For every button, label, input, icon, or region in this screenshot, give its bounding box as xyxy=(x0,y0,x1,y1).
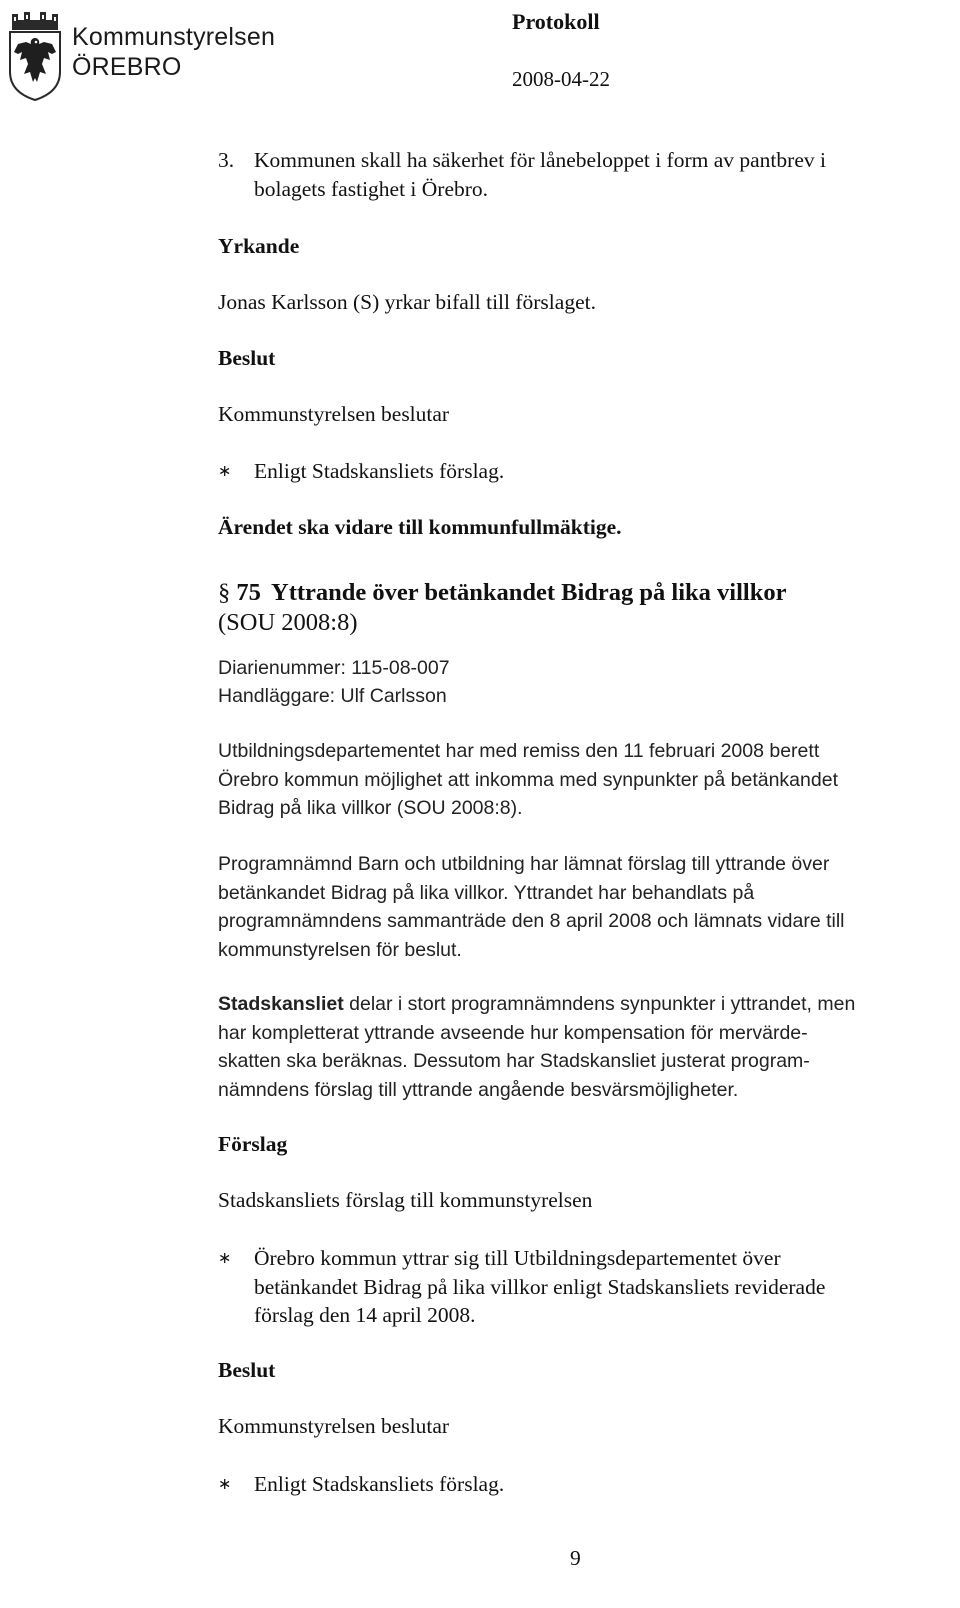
paragraph-line: har kompletterat yttrande avseende hur kompensation för mervärde- xyxy=(218,1021,808,1044)
page-number: 9 xyxy=(570,1546,581,1570)
paragraph-line: nämndens förslag till yttrande angående besvärsmöjligheter. xyxy=(218,1078,739,1101)
paragraph-line: kommunstyrelsen för beslut. xyxy=(218,938,462,961)
bullet-asterisk: ∗ xyxy=(218,1248,232,1267)
section-title-ref: (SOU 2008:8) xyxy=(218,609,358,636)
paragraph-line: Bidrag på lika villkor (SOU 2008:8). xyxy=(218,797,523,819)
coat-of-arms-icon xyxy=(6,8,64,102)
paragraph-1 xyxy=(218,737,938,823)
list-number: 3. xyxy=(218,148,235,172)
list-item-3 xyxy=(218,146,918,203)
org-name: Kommunstyrelsen xyxy=(72,23,276,51)
beslut-intro: Kommunstyrelsen beslutar xyxy=(218,402,450,426)
bullet-text: Enligt Stadskansliets förslag. xyxy=(254,459,505,483)
document-type: Protokoll xyxy=(512,9,600,34)
org-city: ÖREBRO xyxy=(72,53,182,81)
paragraph-line: skatten ska beräknas. Dessutom har Stadskansliet justerat program- xyxy=(218,1050,810,1072)
paragraph-3 xyxy=(218,990,948,1104)
forslag-bullet xyxy=(218,1244,918,1330)
section-symbol: § xyxy=(218,579,231,606)
beslut-bullet xyxy=(218,1470,504,1499)
heading-forslag: Förslag xyxy=(218,1132,288,1156)
bullet-asterisk: ∗ xyxy=(218,1474,232,1493)
forslag-intro: Stadskansliets förslag till kommunstyrelsen xyxy=(218,1188,593,1212)
paragraph-line: Programnämnd Barn och utbildning har lämnat förslag till yttrande över xyxy=(218,853,830,875)
paragraph-line: Utbildningsdepartementet har med remiss den 11 februari 2008 berett xyxy=(218,740,820,762)
bullet-text: betänkandet Bidrag på lika villkor enligt Stadskansliets reviderade xyxy=(254,1274,826,1299)
closing-statement: Ärendet ska vidare till kommunfullmäktige. xyxy=(218,515,622,539)
beslut-intro: Kommunstyrelsen beslutar xyxy=(218,1414,450,1438)
yrkande-text: Jonas Karlsson (S) yrkar bifall till förslaget. xyxy=(218,290,596,314)
municipality-logo xyxy=(6,8,64,102)
diarienummer: Diarienummer: 115-08-007 xyxy=(218,657,450,679)
heading-beslut: Beslut xyxy=(218,1358,276,1382)
paragraph-line: betänkandet Bidrag på lika villkor. Yttrandet har behandlats på xyxy=(218,881,755,904)
paragraph-line: delar i stort programnämndens synpunkter i yttrandet, men xyxy=(343,993,856,1015)
paragraph-line: Örebro kommun möjlighet att inkomma med synpunkter på betänkandet xyxy=(218,768,838,791)
bullet-text: Enligt Stadskansliets förslag. xyxy=(254,1472,505,1496)
list-item-text: Kommunen skall ha säkerhet för lånebeloppet i form av pantbrev i xyxy=(254,148,826,172)
bullet-text: förslag den 14 april 2008. xyxy=(254,1303,476,1327)
paragraph-2 xyxy=(218,850,938,964)
heading-beslut: Beslut xyxy=(218,346,276,370)
paragraph-bold-lead: Stadskansliet xyxy=(218,993,344,1015)
handlaggare: Handläggare: Ulf Carlsson xyxy=(218,685,447,707)
list-item-text: bolagets fastighet i Örebro. xyxy=(254,176,489,201)
bullet-text: Örebro kommun yttrar sig till Utbildningsdepartementet över xyxy=(254,1246,781,1270)
document-date: 2008-04-22 xyxy=(512,67,610,91)
bullet-asterisk: ∗ xyxy=(218,461,232,480)
section-title xyxy=(218,578,918,638)
section-number: 75 xyxy=(236,579,261,606)
paragraph-line: programnämndens sammanträde den 8 april 2008 och lämnats vidare till xyxy=(218,910,845,932)
heading-yrkande: Yrkande xyxy=(218,234,300,258)
beslut-bullet xyxy=(218,457,504,486)
section-title-text: Yttrande över betänkandet Bidrag på lika villkor xyxy=(271,579,787,606)
